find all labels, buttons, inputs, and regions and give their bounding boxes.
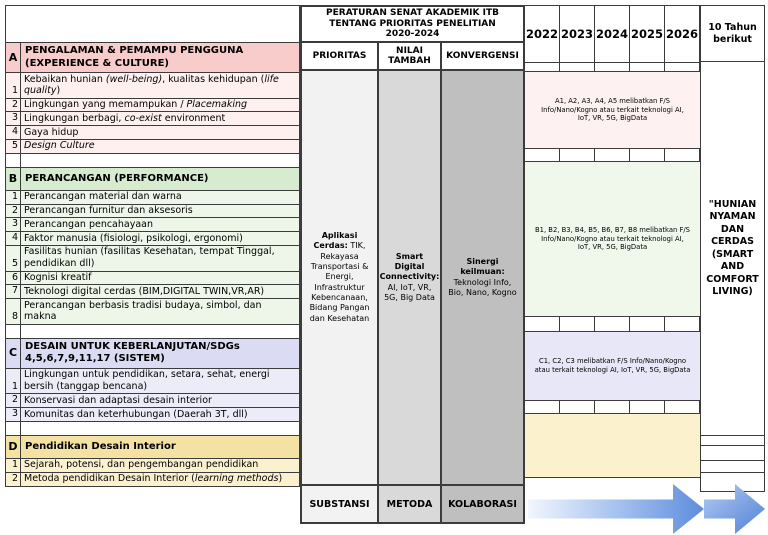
- item-text: Lingkungan berbagi, co-exist environment: [24, 112, 226, 124]
- section-separator-row: [6, 153, 299, 167]
- year-grid-cell: [560, 317, 595, 331]
- priorities-center-block: [300, 5, 525, 524]
- year-grid-cell: [560, 401, 595, 413]
- item-number: 2: [6, 205, 21, 218]
- year-grid-cell: [630, 63, 665, 71]
- item-text: Design Culture: [24, 140, 95, 152]
- year-grid-cell: [525, 149, 560, 161]
- section-b-header-row: [6, 167, 299, 190]
- section-d-item-2: [6, 472, 299, 486]
- item-number: 3: [6, 408, 21, 421]
- section-title: PENGALAMAN & PEMAMPU PENGGUNA (EXPERIENCE & CULTURE): [25, 45, 244, 69]
- item-text: Perancangan berbasis tradisi budaya, simbol, dan makna: [24, 299, 262, 323]
- section-b-item-8: [6, 298, 299, 324]
- section-a-item-5: [6, 139, 299, 153]
- section-a-item-2: [6, 98, 299, 112]
- section-c-years-note: C1, C2, C3 melibatkan F/S Info/Nano/Kogno atau terkait teknologi AI, IoT, VR, 5G, BigData: [525, 332, 700, 401]
- item-number: 6: [6, 272, 21, 285]
- section-separator-row: [6, 421, 299, 435]
- separator-letter-cell: [6, 422, 21, 435]
- prioritas-body-cell: [302, 71, 379, 484]
- item-text: Konservasi dan adaptasi desain interior: [24, 394, 212, 406]
- item-text: Komunitas dan keterhubungan (Daerah 3T, dll): [24, 408, 248, 420]
- item-text: Metoda pendidikan Desain Interior (learning methods): [24, 473, 283, 485]
- year-grid-cell: [560, 63, 595, 71]
- section-c-item-3: [6, 407, 299, 421]
- criteria-table: [5, 5, 300, 487]
- year-grid-row: [525, 401, 700, 414]
- konvergensi-body-cell: [442, 71, 523, 484]
- left-table-blank-header-cell: [6, 6, 299, 42]
- item-text: Kebaikan hunian (well-being), kualitas kehidupan (life quality): [24, 73, 279, 97]
- prioritas-body-text: Aplikasi Cerdas: TIK, Rekayasa Transportasi & Energi, Infrastruktur Kebencanaan, Bidang Pangan dan Kesehatan: [309, 231, 370, 323]
- item-number: 3: [6, 112, 21, 125]
- item-text: Teknologi digital cerdas (BIM,DIGITAL TWIN,VR,AR): [24, 285, 265, 297]
- separator-text-cell: [21, 154, 299, 167]
- section-a-item-3: [6, 111, 299, 125]
- method-bodies-row: [302, 71, 523, 484]
- item-number: 7: [6, 285, 21, 298]
- year-grid-row: [525, 149, 700, 162]
- item-text: Lingkungan untuk pendidikan, setara, sehat, energi bersih (tanggap bencana): [24, 369, 270, 393]
- year-grid-cell: [630, 401, 665, 413]
- section-b-item-1: [6, 190, 299, 204]
- item-number: 5: [6, 246, 21, 271]
- section-a-item-1: [6, 72, 299, 98]
- section-b-item-6: [6, 271, 299, 285]
- regulation-title-line: 2020-2024: [385, 29, 440, 40]
- year-grid-cell: [525, 317, 560, 331]
- year-grid-cell: [665, 149, 700, 161]
- future-column-header: 10 Tahun berikut: [701, 6, 764, 62]
- item-text: Faktor manusia (fisiologi, psikologi, ergonomi): [24, 232, 243, 244]
- footer-substansi: SUBSTANSI: [302, 486, 379, 522]
- section-a-header-row: [6, 42, 299, 72]
- section-d-header-row: [6, 435, 299, 458]
- future-vision-text: "HUNIAN NYAMAN DAN CERDAS (SMART AND COMFORT LIVING): [701, 62, 764, 436]
- nilai-tambah-body-cell: [379, 71, 442, 484]
- column-label-nilai-tambah: NILAI TAMBAH: [379, 43, 442, 69]
- future-decade-column: [700, 5, 765, 492]
- item-number: 3: [6, 218, 21, 231]
- year-grid-cell: [665, 401, 700, 413]
- section-title: DESAIN UNTUK KEBERLANJUTAN/SDGs 4,5,6,7,9,11,17 (SISTEM): [25, 340, 240, 365]
- future-grid-row: [701, 436, 764, 446]
- footer-metoda: METODA: [379, 486, 442, 522]
- regulation-title-line: TENTANG PRIORITAS PENELITIAN: [329, 18, 496, 29]
- year-grid-cell: [595, 63, 630, 71]
- section-a-years-note: A1, A2, A3, A4, A5 melibatkan F/S Info/Nano/Kogno atau terkait teknologi AI, IoT, VR, 5G, BigData: [525, 72, 700, 149]
- year-header-2025: 2025: [630, 6, 665, 62]
- item-number: 4: [6, 232, 21, 245]
- item-number: 1: [6, 369, 21, 394]
- year-grid-cell: [525, 401, 560, 413]
- method-labels-row: [302, 43, 523, 71]
- section-c-header-row: [6, 338, 299, 368]
- year-header-2022: 2022: [525, 6, 560, 62]
- item-number: 1: [6, 73, 21, 98]
- timeline-years-block: [525, 5, 700, 478]
- section-title: Pendidikan Desain Interior: [25, 440, 176, 452]
- section-letter: C: [6, 339, 21, 368]
- item-number: 2: [6, 99, 21, 112]
- column-label-prioritas: PRIORITAS: [302, 43, 379, 69]
- item-text: Perancangan furnitur dan aksesoris: [24, 205, 193, 217]
- section-b-item-4: [6, 231, 299, 245]
- item-text: Gaya hidup: [24, 126, 79, 138]
- section-title: PERANCANGAN (PERFORMANCE): [25, 172, 209, 184]
- year-header-2023: 2023: [560, 6, 595, 62]
- section-d-years-note: [525, 414, 700, 478]
- regulation-title-line: PERATURAN SENAT AKADEMIK ITB: [326, 7, 499, 18]
- item-text: Kognisi kreatif: [24, 272, 92, 284]
- item-text: Sejarah, potensi, dan pengembangan pendidikan: [24, 459, 259, 471]
- separator-text-cell: [21, 325, 299, 338]
- year-grid-cell: [630, 149, 665, 161]
- timeline-arrow-icon: [527, 483, 767, 535]
- item-text: Fasilitas hunian (fasilitas Kesehatan, tempat Tinggal, pendidikan dll): [24, 246, 275, 270]
- section-b-item-2: [6, 204, 299, 218]
- item-number: 8: [6, 299, 21, 324]
- separator-letter-cell: [6, 325, 21, 338]
- item-text: Lingkungan yang memampukan / Placemaking: [24, 99, 248, 111]
- footer-kolaborasi: KOLABORASI: [442, 486, 523, 522]
- section-b-item-3: [6, 217, 299, 231]
- year-grid-cell: [595, 317, 630, 331]
- item-number: 2: [6, 473, 21, 486]
- year-grid-cell: [595, 149, 630, 161]
- column-label-konvergensi: KONVERGENSI: [446, 51, 519, 61]
- year-grid-cell: [560, 149, 595, 161]
- section-c-item-2: [6, 393, 299, 407]
- year-grid-cell: [525, 63, 560, 71]
- year-header-2024: 2024: [595, 6, 630, 62]
- year-grid-cell: [630, 317, 665, 331]
- item-number: 5: [6, 140, 21, 153]
- section-separator-row: [6, 324, 299, 338]
- year-grid-cell: [665, 63, 700, 71]
- item-number: 1: [6, 459, 21, 472]
- year-grid-cell: [595, 401, 630, 413]
- item-number: 4: [6, 126, 21, 139]
- konvergensi-body-text: Sinergi keilmuan: Teknologi Info, Bio, Nano, Kogno: [448, 256, 517, 297]
- section-letter: D: [6, 436, 21, 458]
- nilai-tambah-body-text: Smart Digital Connectivity: AI, IoT, VR, 5G, Big Data: [379, 251, 440, 302]
- item-text: Perancangan material dan warna: [24, 191, 182, 203]
- section-letter: A: [6, 43, 21, 72]
- section-letter: B: [6, 168, 21, 190]
- regulation-title: [302, 7, 523, 43]
- year-grid-cell: [665, 317, 700, 331]
- item-text: Perancangan pencahayaan: [24, 218, 154, 230]
- section-b-years-note: B1, B2, B3, B4, B5, B6, B7, B8 melibatkan F/S Info/Nano/Kogno atau terkait teknologi AI, IoT, VR, 5G, BigData: [525, 162, 700, 317]
- item-number: 2: [6, 394, 21, 407]
- separator-text-cell: [21, 422, 299, 435]
- future-grid-row: [701, 446, 764, 461]
- section-c-item-1: [6, 368, 299, 394]
- year-header-2026: 2026: [665, 6, 700, 62]
- future-grid-row: [701, 461, 764, 473]
- year-grid-row: [525, 317, 700, 332]
- year-header-row: [525, 6, 700, 63]
- section-a-item-4: [6, 125, 299, 139]
- separator-letter-cell: [6, 154, 21, 167]
- section-d-item-1: [6, 458, 299, 472]
- section-b-item-5: [6, 245, 299, 271]
- section-b-item-7: [6, 284, 299, 298]
- year-grid-row: [525, 63, 700, 72]
- method-footer-row: [302, 484, 523, 522]
- item-number: 1: [6, 191, 21, 204]
